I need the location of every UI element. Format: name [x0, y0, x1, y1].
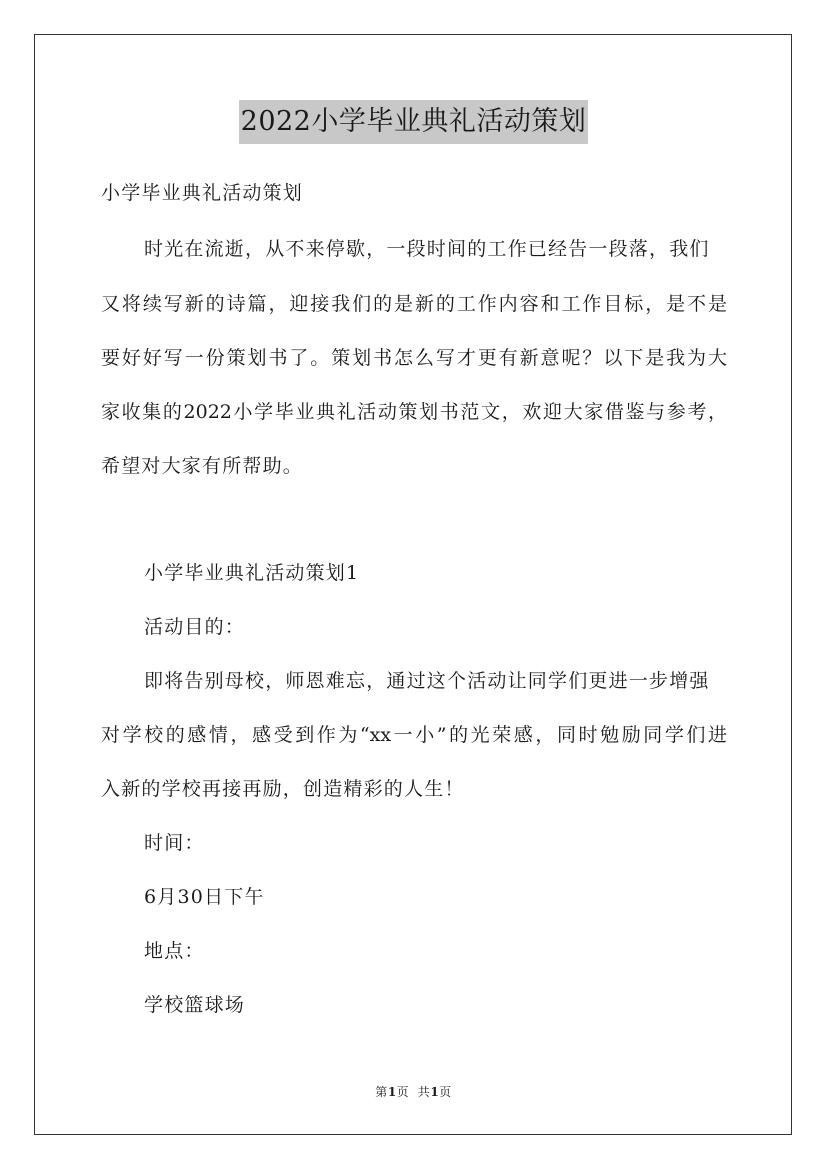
- place-label: 地点：: [144, 940, 205, 962]
- document-subtitle: 小学毕业典礼活动策划: [101, 182, 304, 204]
- purpose-line-3: 入新的学校再接再励，创造精彩的人生！: [101, 778, 465, 800]
- document-title: 2022小学毕业典礼活动策划: [239, 100, 589, 144]
- page-footer: [0, 1083, 827, 1101]
- purpose-line-1: 即将告别母校，师恩难忘，通过这个活动让同学们更进一步增强: [144, 670, 710, 692]
- place-value: 学校篮球场: [144, 994, 246, 1016]
- intro-line-4: 家收集的2022小学毕业典礼活动策划书范文，欢迎大家借鉴与参考，: [101, 401, 727, 423]
- section-title: 小学毕业典礼活动策划1: [144, 562, 360, 584]
- intro-line-5: 希望对大家有所帮助。: [101, 455, 304, 477]
- footer-page-prefix: 第: [375, 1085, 388, 1099]
- footer-page-mid: 页 共: [396, 1085, 431, 1099]
- intro-line-2: 又将续写新的诗篇，迎接我们的是新的工作内容和工作目标，是不是: [101, 293, 727, 315]
- title-container: [0, 100, 827, 144]
- purpose-label: 活动目的：: [144, 616, 246, 638]
- footer-page-current: 1: [387, 1085, 397, 1099]
- intro-line-3: 要好好写一份策划书了。策划书怎么写才更有新意呢？以下是我为大: [101, 347, 727, 369]
- time-value: 6月30日下午: [144, 886, 265, 908]
- time-label: 时间：: [144, 832, 205, 854]
- footer-page-total: 1: [430, 1085, 440, 1099]
- purpose-line-2: 对学校的感情，感受到作为“xx一小”的光荣感，同时勉励同学们进: [101, 724, 727, 746]
- intro-line-1: 时光在流逝，从不来停歇，一段时间的工作已经告一段落，我们: [144, 238, 710, 260]
- footer-page-suffix: 页: [439, 1085, 452, 1099]
